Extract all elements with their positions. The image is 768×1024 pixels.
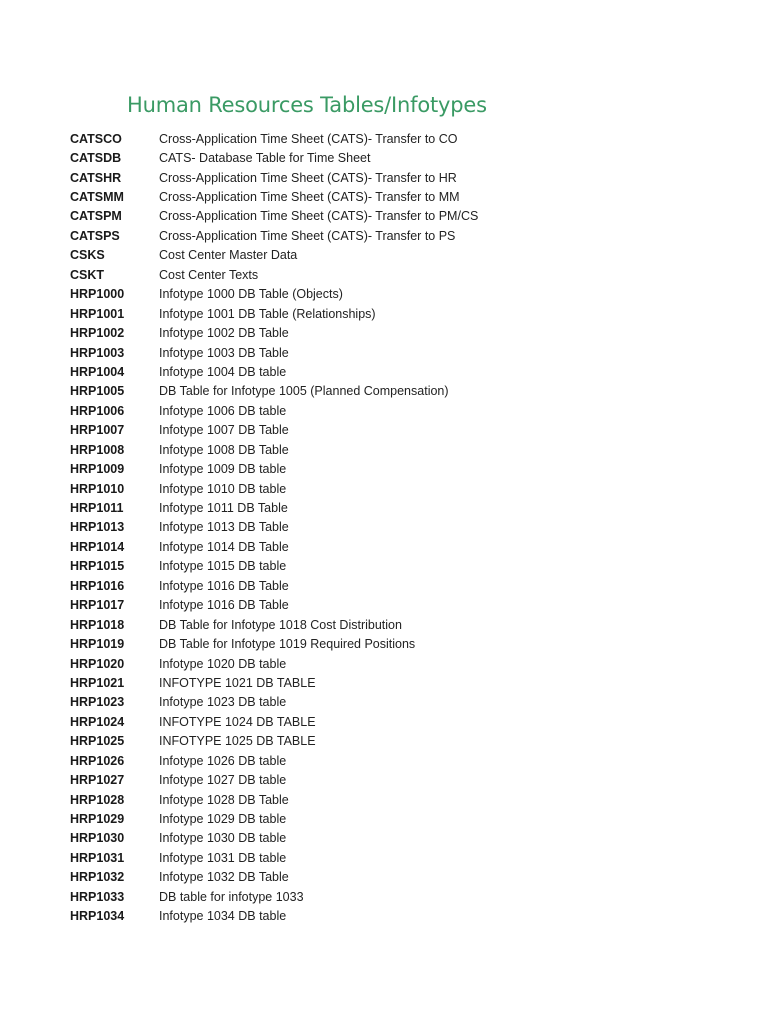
table-code: CATSHR	[70, 170, 122, 185]
table-row	[70, 207, 730, 226]
table-row	[70, 615, 730, 634]
table-row	[70, 809, 730, 828]
table-code: HRP1015	[70, 559, 125, 574]
table-code: HRP1000	[70, 287, 125, 302]
table-description: DB table for infotype 1033	[159, 889, 304, 904]
table-code: HRP1011	[70, 501, 124, 516]
table-row	[70, 226, 730, 245]
table-row	[70, 770, 730, 789]
table-code: HRP1013	[70, 520, 125, 535]
table-code: HRP1032	[70, 870, 125, 885]
table-description: Infotype 1010 DB table	[159, 481, 287, 496]
table-row	[70, 693, 730, 712]
table-code: HRP1005	[70, 384, 125, 399]
table-code: HRP1033	[70, 889, 125, 904]
table-code: HRP1001	[70, 306, 125, 321]
table-code: HRP1010	[70, 481, 125, 496]
table-code: HRP1004	[70, 364, 125, 379]
table-code: CATSPS	[70, 228, 120, 243]
table-code: HRP1025	[70, 734, 125, 749]
table-code: HRP1002	[70, 326, 125, 341]
table-row	[70, 596, 730, 615]
table-code: HRP1027	[70, 773, 125, 788]
table-code: HRP1026	[70, 753, 125, 768]
table-code: CSKS	[70, 248, 105, 263]
table-description: Infotype 1020 DB table	[159, 656, 287, 671]
table-description: Infotype 1028 DB Table	[159, 792, 289, 807]
table-description: DB Table for Infotype 1018 Cost Distribution	[159, 617, 402, 632]
table-description: DB Table for Infotype 1019 Required Positions	[159, 637, 416, 652]
table-description: Infotype 1006 DB table	[159, 403, 287, 418]
table-code: HRP1023	[70, 695, 125, 710]
table-row	[70, 421, 730, 440]
table-description: Infotype 1016 DB Table	[159, 598, 289, 613]
table-description: Infotype 1016 DB Table	[159, 578, 289, 593]
table-description: Infotype 1034 DB table	[159, 909, 287, 924]
table-description: Infotype 1026 DB table	[159, 753, 287, 768]
table-code: CATSCO	[70, 131, 122, 146]
table-description: Cross-Application Time Sheet (CATS)- Transfer to MM	[159, 190, 460, 205]
table-code: HRP1034	[70, 909, 125, 924]
table-description: Infotype 1029 DB table	[159, 812, 287, 827]
table-description: INFOTYPE 1024 DB TABLE	[159, 714, 316, 729]
table-row	[70, 343, 730, 362]
table-description: Infotype 1015 DB table	[159, 559, 287, 574]
table-row	[70, 440, 730, 459]
table-code: HRP1003	[70, 345, 125, 360]
table-description: Infotype 1032 DB Table	[159, 870, 289, 885]
table-description: CATS- Database Table for Time Sheet	[159, 151, 371, 166]
table-row	[70, 246, 730, 265]
table-code: HRP1008	[70, 442, 125, 457]
table-row	[70, 848, 730, 867]
table-row	[70, 790, 730, 809]
table-row	[70, 187, 730, 206]
table-row	[70, 712, 730, 731]
table-description: Infotype 1031 DB table	[159, 850, 287, 865]
table-description: Infotype 1030 DB table	[159, 831, 287, 846]
table-code: CATSMM	[70, 190, 124, 205]
table-row	[70, 673, 730, 692]
page-title: Human Resources Tables/Infotypes	[127, 93, 487, 117]
table-description: Infotype 1007 DB Table	[159, 423, 289, 438]
table-description: Infotype 1002 DB Table	[159, 326, 289, 341]
table-code: HRP1029	[70, 812, 125, 827]
table-description: INFOTYPE 1021 DB TABLE	[159, 675, 316, 690]
table-description: Infotype 1009 DB table	[159, 462, 287, 477]
table-row	[70, 518, 730, 537]
table-row	[70, 751, 730, 770]
table-code: HRP1019	[70, 637, 125, 652]
table-row	[70, 576, 730, 595]
table-description: Cross-Application Time Sheet (CATS)- Transfer to PM/CS	[159, 209, 479, 224]
table-row	[70, 323, 730, 342]
table-row	[70, 129, 730, 148]
table-row	[70, 634, 730, 653]
table-row	[70, 304, 730, 323]
table-row	[70, 887, 730, 906]
table-row	[70, 557, 730, 576]
table-row	[70, 285, 730, 304]
table-row	[70, 907, 730, 926]
table-description: Infotype 1027 DB table	[159, 773, 287, 788]
table-row	[70, 868, 730, 887]
table-description: Infotype 1001 DB Table (Relationships)	[159, 306, 376, 321]
table-description: Cost Center Texts	[159, 267, 259, 282]
table-row	[70, 459, 730, 478]
table-row	[70, 654, 730, 673]
table-code: CATSDB	[70, 151, 122, 166]
hr-tables-list	[70, 129, 730, 926]
table-row	[70, 168, 730, 187]
table-row	[70, 732, 730, 751]
table-description: Infotype 1003 DB Table	[159, 345, 289, 360]
table-description: Infotype 1004 DB table	[159, 364, 287, 379]
table-code: CATSPM	[70, 209, 122, 224]
table-row	[70, 382, 730, 401]
table-description: Infotype 1023 DB table	[159, 695, 287, 710]
table-description: Infotype 1000 DB Table (Objects)	[159, 287, 343, 302]
table-description: Cross-Application Time Sheet (CATS)- Transfer to HR	[159, 170, 457, 185]
table-row	[70, 148, 730, 167]
table-description: Infotype 1014 DB Table	[159, 539, 289, 554]
table-row	[70, 498, 730, 517]
table-description: Cross-Application Time Sheet (CATS)- Transfer to CO	[159, 131, 458, 146]
table-code: HRP1024	[70, 714, 125, 729]
table-code: HRP1016	[70, 578, 125, 593]
table-description: DB Table for Infotype 1005 (Planned Compensation)	[159, 384, 449, 399]
table-row	[70, 362, 730, 381]
table-code: HRP1031	[70, 850, 125, 865]
table-description: Cost Center Master Data	[159, 248, 298, 263]
table-code: HRP1009	[70, 462, 125, 477]
table-description: Infotype 1013 DB Table	[159, 520, 289, 535]
table-code: HRP1021	[70, 675, 125, 690]
table-row	[70, 537, 730, 556]
table-code: HRP1006	[70, 403, 125, 418]
table-description: Infotype 1008 DB Table	[159, 442, 289, 457]
table-row	[70, 479, 730, 498]
table-code: HRP1007	[70, 423, 125, 438]
table-code: HRP1020	[70, 656, 125, 671]
table-row	[70, 401, 730, 420]
table-row	[70, 265, 730, 284]
table-code: HRP1014	[70, 539, 125, 554]
table-description: Cross-Application Time Sheet (CATS)- Transfer to PS	[159, 228, 456, 243]
table-row	[70, 829, 730, 848]
table-code: HRP1017	[70, 598, 125, 613]
table-code: HRP1028	[70, 792, 125, 807]
table-code: HRP1030	[70, 831, 125, 846]
table-code: CSKT	[70, 267, 105, 282]
table-description: INFOTYPE 1025 DB TABLE	[159, 734, 316, 749]
table-description: Infotype 1011 DB Table	[159, 501, 288, 516]
table-code: HRP1018	[70, 617, 125, 632]
